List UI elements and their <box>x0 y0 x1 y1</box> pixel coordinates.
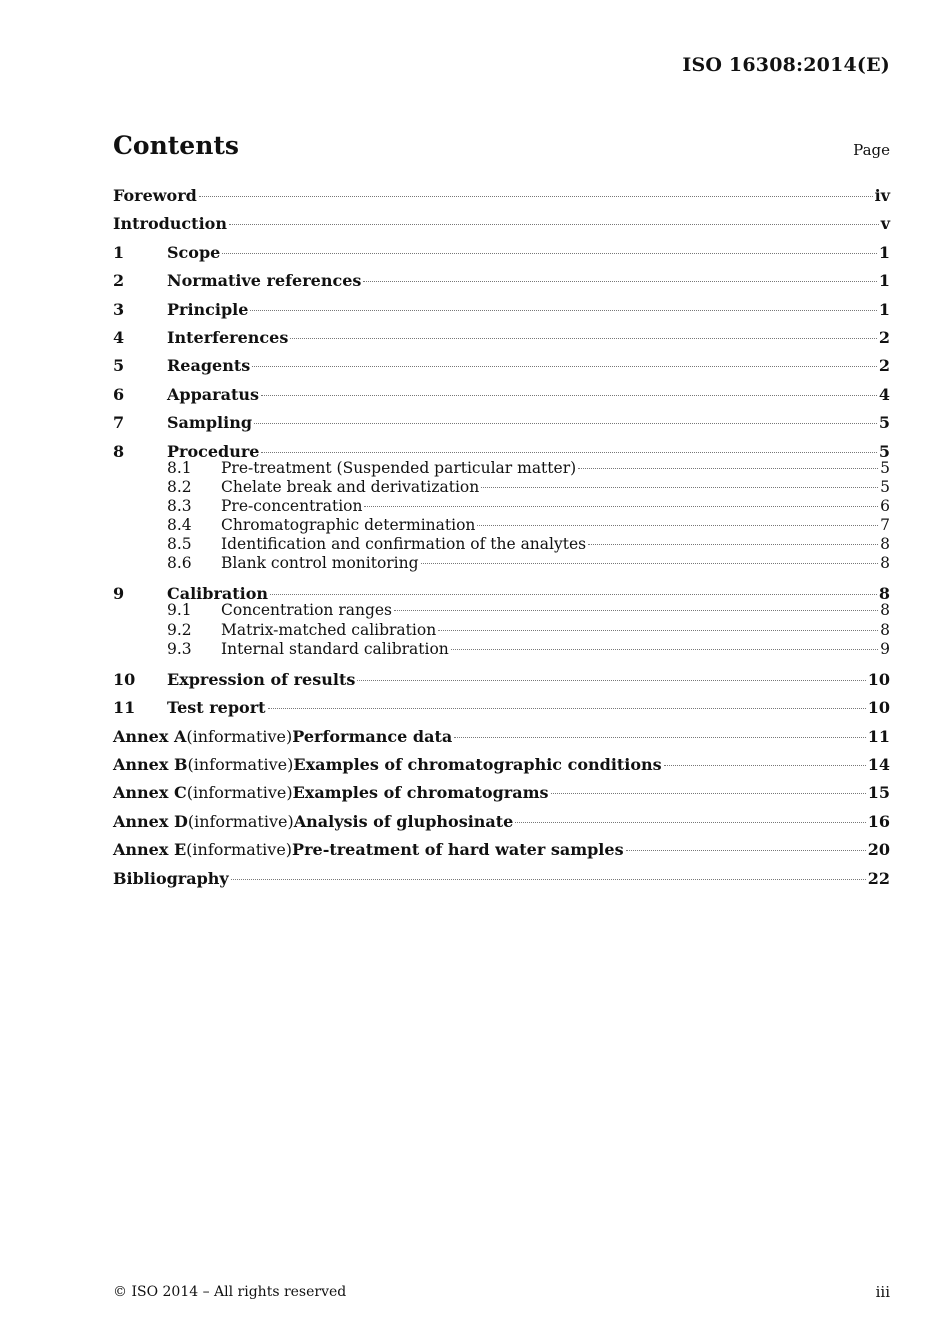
toc-subentry-page: 9 <box>880 639 890 658</box>
toc-subentry[interactable] <box>113 535 890 554</box>
toc-entry-title: Procedure <box>167 441 260 461</box>
toc-subentry-number: 8.1 <box>167 458 192 477</box>
toc-entry-page: 5 <box>878 413 890 433</box>
dot-leader <box>290 338 877 339</box>
annex-informative-note: (informative) <box>186 783 293 803</box>
dot-leader <box>363 281 876 282</box>
toc-subentry-title: Pre-concentration <box>221 496 363 515</box>
toc-entry-number: 11 <box>113 698 136 718</box>
toc-entry[interactable] <box>113 867 890 895</box>
toc-entry-page: 4 <box>878 384 890 404</box>
toc-subentry[interactable] <box>113 640 890 668</box>
table-of-contents <box>113 184 890 895</box>
toc-entry-page: 5 <box>878 441 890 461</box>
toc-entry-title: Test report <box>167 698 266 718</box>
toc-entry-page: 1 <box>878 299 890 319</box>
contents-heading: Contents <box>113 131 240 160</box>
page-number: iii <box>875 1283 890 1301</box>
toc-entry-page: 10 <box>867 698 890 718</box>
toc-entry-title: Introduction <box>113 214 227 234</box>
toc-subentry-number: 8.4 <box>167 516 192 535</box>
dot-leader <box>268 708 866 709</box>
dot-leader <box>254 423 877 424</box>
toc-entry-page: 1 <box>878 271 890 291</box>
dot-leader <box>199 196 873 197</box>
toc-entry-title: Pre-treatment of hard water samples <box>292 840 624 860</box>
toc-subentry-title: Pre-treatment (Suspended particular matter) <box>221 458 577 477</box>
toc-annex-entry[interactable] <box>113 753 890 781</box>
toc-entry-page: 1 <box>878 242 890 262</box>
dot-leader <box>477 525 878 526</box>
toc-entry-number: 9 <box>113 584 125 604</box>
toc-entry-number: 1 <box>113 242 125 262</box>
toc-entry-number: 3 <box>113 299 125 319</box>
dot-leader <box>250 310 876 311</box>
toc-entry-page: 15 <box>867 783 890 803</box>
annex-label: Annex A <box>113 726 187 746</box>
toc-subentry-title: Chelate break and derivatization <box>221 477 480 496</box>
toc-entry[interactable] <box>113 383 890 411</box>
toc-entry-title: Apparatus <box>167 384 259 404</box>
toc-subentry[interactable] <box>113 621 890 640</box>
dot-leader <box>664 765 866 766</box>
toc-entry[interactable] <box>113 668 890 696</box>
annex-informative-note: (informative) <box>187 755 294 774</box>
annex-label: Annex B <box>113 755 188 774</box>
toc-subentry-page: 8 <box>880 554 890 573</box>
toc-entry-number: 2 <box>113 271 125 291</box>
dot-leader <box>252 366 877 367</box>
dot-leader <box>421 563 879 564</box>
toc-entry-title: Principle <box>167 299 249 319</box>
annex-label: Annex C <box>113 783 187 803</box>
toc-entry-title: Calibration <box>167 584 269 604</box>
dot-leader <box>229 224 879 225</box>
toc-subentry-title: Chromatographic determination <box>221 516 476 535</box>
toc-entry-number: 4 <box>113 327 125 347</box>
dot-leader <box>231 879 866 880</box>
toc-entry-page: iv <box>874 186 890 205</box>
annex-label: Annex E <box>113 840 187 860</box>
toc-annex-entry[interactable] <box>113 781 890 809</box>
toc-entry-page: 20 <box>867 840 890 860</box>
toc-entry[interactable] <box>113 269 890 297</box>
toc-entry-page: 22 <box>867 868 890 888</box>
dot-leader <box>481 487 878 488</box>
annex-informative-note: (informative) <box>187 811 294 831</box>
toc-subentry-page: 7 <box>880 516 890 535</box>
dot-leader <box>270 594 877 595</box>
dot-leader <box>551 793 866 794</box>
toc-entry-title: Bibliography <box>113 868 229 888</box>
copyright-notice: © ISO 2014 – All rights reserved <box>113 1284 347 1300</box>
toc-entry-title: Expression of results <box>167 669 356 689</box>
toc-subentry-number: 9.1 <box>167 601 192 620</box>
toc-subentry-number: 8.2 <box>167 477 192 496</box>
toc-subentry-number: 8.6 <box>167 554 192 573</box>
toc-subentry-title: Matrix-matched calibration <box>221 620 437 639</box>
toc-annex-entry[interactable] <box>113 810 890 838</box>
toc-entry-number: 10 <box>113 669 136 689</box>
toc-subentry-title: Internal standard calibration <box>221 639 449 658</box>
toc-entry-page: 16 <box>867 811 890 831</box>
toc-subentry-page: 6 <box>880 496 890 515</box>
toc-entry-title: Performance data <box>292 726 453 746</box>
toc-subentry-number: 8.5 <box>167 535 192 554</box>
toc-entry-page: v <box>880 214 890 234</box>
toc-subentry-title: Blank control monitoring <box>221 554 419 573</box>
toc-subentry-number: 8.3 <box>167 496 192 515</box>
toc-entry[interactable] <box>113 582 890 604</box>
toc-entry[interactable] <box>113 411 890 439</box>
toc-entry-title: Sampling <box>167 413 253 433</box>
dot-leader <box>451 649 878 650</box>
toc-annex-entry[interactable] <box>113 725 890 753</box>
toc-subentry-page: 5 <box>880 458 890 477</box>
dot-leader <box>394 610 878 611</box>
toc-subentry-page: 5 <box>880 477 890 496</box>
toc-entry-title: Scope <box>167 242 221 262</box>
toc-entry-title: Analysis of gluphosinate <box>293 811 514 831</box>
toc-entry[interactable] <box>113 241 890 269</box>
toc-subentry-number: 9.3 <box>167 639 192 658</box>
toc-annex-entry[interactable] <box>113 838 890 866</box>
dot-leader <box>222 253 877 254</box>
toc-entry-title: Foreword <box>113 186 197 205</box>
toc-subentry-page: 8 <box>880 620 890 639</box>
dot-leader <box>261 395 877 396</box>
toc-entry-page: 2 <box>878 327 890 347</box>
toc-entry-title: Interferences <box>167 327 289 347</box>
toc-subentry[interactable] <box>113 459 890 478</box>
dot-leader <box>588 544 878 545</box>
dot-leader <box>357 680 865 681</box>
toc-entry-number: 7 <box>113 413 125 433</box>
toc-subentry[interactable] <box>113 497 890 516</box>
dot-leader <box>515 822 865 823</box>
dot-leader <box>578 468 878 469</box>
toc-entry[interactable] <box>113 354 890 382</box>
page-column-label: Page <box>853 141 890 159</box>
toc-entry-number: 6 <box>113 384 125 404</box>
toc-subentry[interactable] <box>113 478 890 497</box>
toc-entry-page: 2 <box>878 356 890 376</box>
toc-entry[interactable] <box>113 212 890 240</box>
toc-subentry-title: Concentration ranges <box>221 601 392 620</box>
toc-entry-page: 14 <box>867 755 890 774</box>
toc-entry-number: 8 <box>113 441 125 461</box>
toc-entry[interactable] <box>113 184 890 212</box>
toc-subentry-number: 9.2 <box>167 620 192 639</box>
annex-informative-note: (informative) <box>186 840 293 860</box>
toc-subentry-title: Identification and confirmation of the analytes <box>221 535 587 554</box>
toc-entry-number: 5 <box>113 356 125 376</box>
toc-entry[interactable] <box>113 440 890 459</box>
toc-entry-page: 11 <box>867 726 890 746</box>
dot-leader <box>626 850 866 851</box>
toc-entry-title: Examples of chromatograms <box>292 783 549 803</box>
dot-leader <box>364 506 878 507</box>
toc-subentry[interactable] <box>113 601 890 620</box>
annex-label: Annex D <box>113 811 188 831</box>
toc-subentry-page: 8 <box>880 535 890 554</box>
toc-entry-page: 10 <box>867 669 890 689</box>
toc-subentry[interactable] <box>113 554 890 582</box>
toc-entry[interactable] <box>113 326 890 354</box>
toc-subentry[interactable] <box>113 516 890 535</box>
toc-entry-title: Reagents <box>167 356 251 376</box>
toc-entry-title: Examples of chromatographic conditions <box>293 755 662 774</box>
toc-entry[interactable] <box>113 696 890 724</box>
toc-entry-page: 8 <box>878 584 890 604</box>
toc-entry-title: Normative references <box>167 271 362 291</box>
annex-informative-note: (informative) <box>186 726 293 746</box>
toc-entry[interactable] <box>113 298 890 326</box>
document-id: ISO 16308:2014(E) <box>682 54 890 76</box>
dot-leader <box>438 630 878 631</box>
dot-leader <box>454 737 866 738</box>
dot-leader <box>261 452 876 453</box>
toc-subentry-page: 8 <box>880 601 890 620</box>
